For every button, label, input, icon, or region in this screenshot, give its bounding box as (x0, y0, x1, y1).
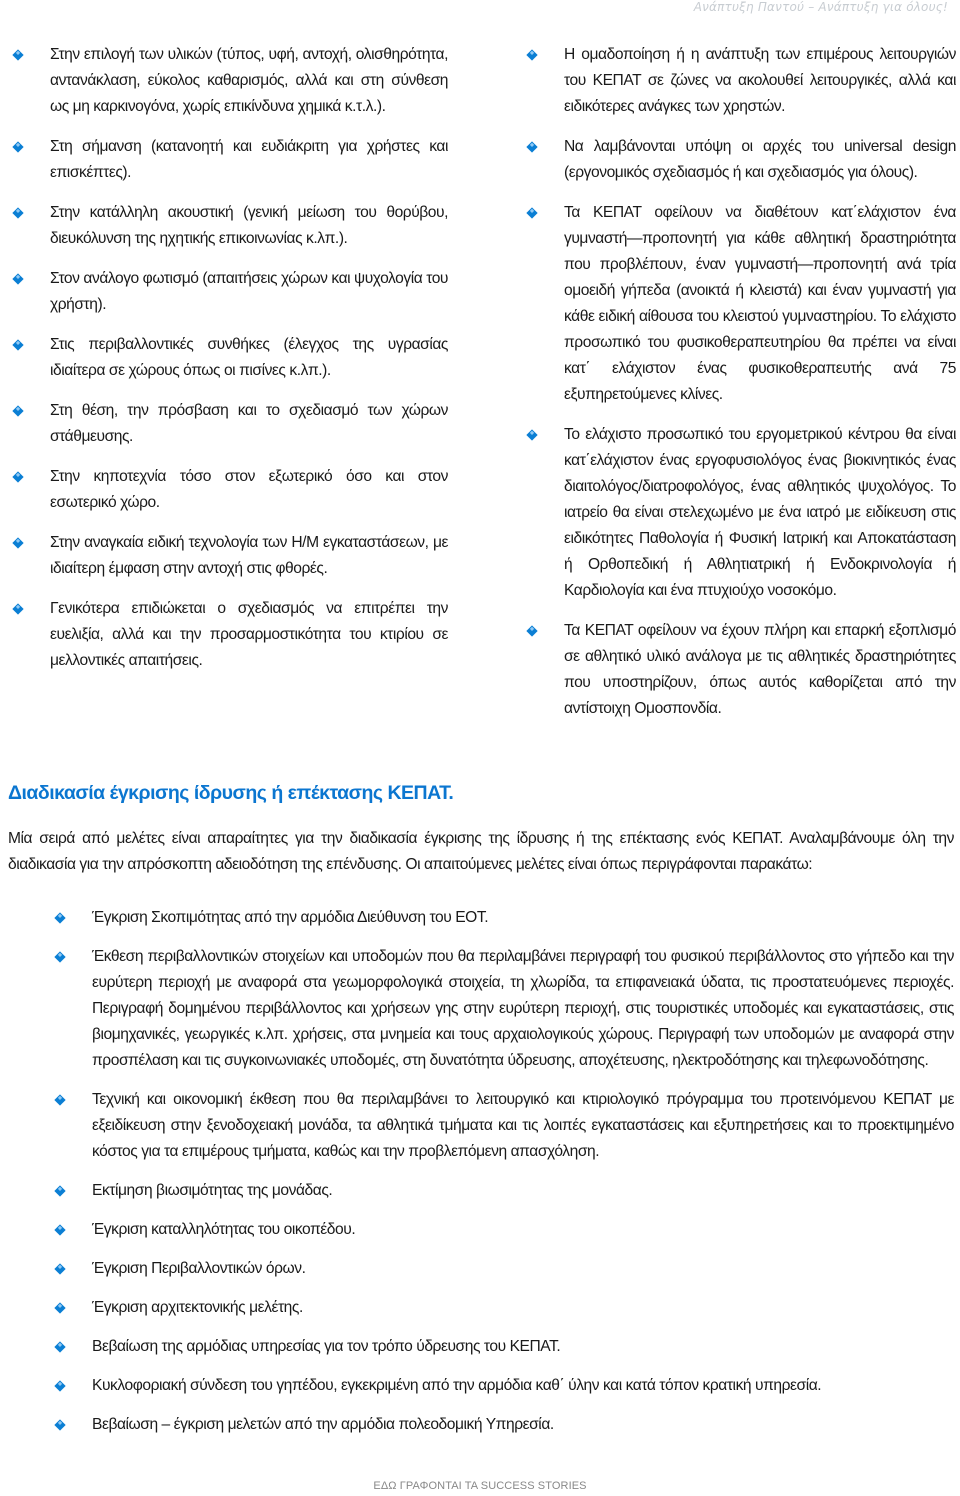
list-item (14, 596, 448, 674)
list-item (56, 1412, 954, 1438)
diamond-bullet-icon (54, 951, 65, 962)
list-item (14, 134, 448, 186)
diamond-bullet-icon (12, 141, 23, 152)
list-item-text: Η ομαδοποίηση ή η ανάπτυξη των επιμέρους λειτουργιών του ΚΕΠΑΤ σε ζώνες να ακολουθεί λειτουργικές, αλλά και ειδικότερες ανάγκες των χρηστών. (564, 46, 956, 115)
diamond-bullet-icon (526, 429, 537, 440)
diamond-bullet-icon (54, 1224, 65, 1235)
diamond-bullet-icon (54, 1341, 65, 1352)
list-item (56, 1217, 954, 1243)
diamond-bullet-icon (54, 1419, 65, 1430)
diamond-bullet-icon (526, 49, 537, 60)
right-column (528, 42, 956, 736)
list-item (528, 422, 956, 604)
diamond-bullet-icon (54, 1094, 65, 1105)
list-item (14, 200, 448, 252)
list-item (56, 944, 954, 1074)
diamond-bullet-icon (526, 625, 537, 636)
list-item-text: Έγκριση Περιβαλλοντικών όρων. (92, 1260, 306, 1277)
diamond-bullet-icon (12, 603, 23, 614)
list-item (56, 1256, 954, 1282)
diamond-bullet-icon (54, 1263, 65, 1274)
list-item (528, 42, 956, 120)
diamond-bullet-icon (12, 207, 23, 218)
right-bullet-list (528, 42, 956, 722)
diamond-bullet-icon (12, 49, 23, 60)
section-title: Διαδικασία έγκρισης ίδρυσης ή επέκτασης ΚΕΠΑΤ. (8, 782, 454, 804)
list-item (14, 266, 448, 318)
diamond-bullet-icon (12, 339, 23, 350)
list-item (528, 134, 956, 186)
list-item-text: Γενικότερα επιδιώκεται ο σχεδιασμός να επιτρέπει την ευελιξία, αλλά και την προσαρμοστικότητα του κτιρίου σε μελλοντικές απαιτήσεις. (50, 600, 448, 669)
list-item-text: Έγκριση καταλληλότητας του οικοπέδου. (92, 1221, 356, 1238)
header-tagline: Ανάπτυξη Παντού – Ανάπτυξη για όλους! (693, 0, 948, 14)
diamond-bullet-icon (12, 273, 23, 284)
list-item-text: Στον ανάλογο φωτισμό (απαιτήσεις χώρων και ψυχολογία του χρήστη). (50, 270, 448, 313)
list-item (14, 398, 448, 450)
list-item-text: Κυκλοφοριακή σύνδεση του γηπέδου, εγκεκριμένη από την αρμόδια καθ΄ ύλην και κατά τόπον κρατική υπηρεσία. (92, 1377, 822, 1394)
list-item (14, 42, 448, 120)
diamond-bullet-icon (12, 405, 23, 416)
list-item-text: Έγκριση αρχιτεκτονικής μελέτης. (92, 1299, 303, 1316)
page-footer: ΕΔΩ ΓΡΑΦΟΝΤΑΙ ΤΑ SUCCESS STORIES (373, 1480, 587, 1492)
list-item-text: Τεχνική και οικονομική έκθεση που θα περιλαμβάνει το λειτουργικό και κτιριολογικό πρόγραμμα του προτεινόμενου ΚΕΠΑΤ με εξειδίκευση στην ξενοδοχειακή μονάδα, τα αθλητικά τμήματα και τις λοιπές εγκαταστάσεις και εξυπηρετήσεις και το προεκτιμημένο κόστος για τα επιμέρους τμήματα, καθώς και την προβλεπόμενη απασχόληση. (92, 1091, 954, 1160)
list-item (14, 530, 448, 582)
list-item-text: Βεβαίωση της αρμόδιας υπηρεσίας για τον τρόπο ύδρευσης του ΚΕΠΑΤ. (92, 1338, 561, 1355)
diamond-bullet-icon (54, 1185, 65, 1196)
left-column (14, 42, 448, 688)
list-item (56, 1334, 954, 1360)
list-item-text: Το ελάχιστο προσωπικό του εργομετρικού κέντρου θα είναι κατ΄ελάχιστον ένας εργοφυσιολόγος ένας βιοκινητικός ένας διαιτολόγος/διατροφολόγος, ένας αθλητικός ψυχολόγος. Το ιατρείο θα είναι στελεχωμένο με ένα ιατρό με ειδίκευση στις ειδικότητες Παθολογία ή Φυσική Ιατρική και Αποκατάσταση ή Ορθοπεδική ή Αθλητιατρική ή Ενδοκρινολογία ή Καρδιολογία και ένα πτυχιούχο νοσοκόμο. (564, 426, 956, 599)
list-item-text: Στη θέση, την πρόσβαση και το σχεδιασμό των χώρων στάθμευσης. (50, 402, 448, 445)
list-item (56, 1373, 954, 1399)
diamond-bullet-icon (54, 912, 65, 923)
list-item (56, 905, 954, 931)
list-item (14, 464, 448, 516)
list-item-text: Τα ΚΕΠΑΤ οφείλουν να έχουν πλήρη και επαρκή εξοπλισμό σε αθλητικό υλικό ανάλογα με τις αθλητικές δραστηριότητες που υποστηρίζουν, όπως αυτός καθορίζεται από την αντίστοιχη Ομοσπονδία. (564, 622, 956, 717)
list-item-text: Στην αναγκαία ειδική τεχνολογία των Η/Μ εγκαταστάσεων, με ιδιαίτερη έμφαση στην αντοχή στις φθορές. (50, 534, 448, 577)
list-item (14, 332, 448, 384)
diamond-bullet-icon (12, 471, 23, 482)
diamond-bullet-icon (12, 537, 23, 548)
list-item-text: Έκθεση περιβαλλοντικών στοιχείων και υποδομών που θα περιλαμβάνει περιγραφή του φυσικού περιβάλλοντος στο γήπεδο και την ευρύτερη περιοχή με αναφορά στα γεωμορφολογικά στοιχεία, τη χλωρίδα, τα επιφανειακά ύδατα, τις προστατευόμενες περιοχές. Περιγραφή δομημένου περιβάλλοντος και χρήσεων γης στην ευρύτερη περιοχή, στις τουριστικές υποδομές και εγκαταστάσεις, στις βιομηχανικές, γεωργικές κ.λπ. χρήσεις, στα μνημεία και τους αρχαιολογικούς χώρους. Περιγραφή των υποδομών με αναφορά στην προσπέλαση και τις συγκοινωνιακές υποδομές, στη δυνατότητα ύδρευσης, αποχέτευσης, ηλεκτροδότησης και τηλεφωνοδότησης. (92, 948, 954, 1069)
requirements-list (56, 905, 954, 1451)
list-item-text: Στην κατάλληλη ακουστική (γενική μείωση του θορύβου, διευκόλυνση της ηχητικής επικοινωνίας κ.λπ.). (50, 204, 448, 247)
diamond-bullet-icon (526, 207, 537, 218)
diamond-bullet-icon (54, 1380, 65, 1391)
list-item-text: Βεβαίωση – έγκριση μελετών από την αρμόδια πολεοδομική Υπηρεσία. (92, 1416, 554, 1433)
list-item-text: Στην επιλογή των υλικών (τύπος, υφή, αντοχή, ολισθηρότητα, αντανάκλαση, εύκολος καθαρισμός, αλλά και στη σύνθεση ως μη καρκινογόνα, χωρίς επικίνδυνα χημικά κ.τ.λ.). (50, 46, 448, 115)
list-item (528, 200, 956, 408)
list-item-text: Έγκριση Σκοπιμότητας από την αρμόδια Διεύθυνση του ΕΟΤ. (92, 909, 489, 926)
diamond-bullet-icon (54, 1302, 65, 1313)
list-item-text: Να λαμβάνονται υπόψη οι αρχές του universal design (εργονομικός σχεδιασμός ή και σχεδιασμός για όλους). (564, 138, 956, 181)
diamond-bullet-icon (526, 141, 537, 152)
list-item-text: Τα ΚΕΠΑΤ οφείλουν να διαθέτουν κατ΄ελάχιστον ένα γυμναστή—προπονητή για κάθε αθλητική δραστηριότητα που προβλέπουν, έναν γυμναστή—προπονητή ανά τρία ομοειδή γήπεδα (ανοικτά ή κλειστά) και έναν γυμναστή για κάθε ειδική αίθουσα του κλειστού γυμναστηρίου. Το ελάχιστο προσωπικό του φυσικοθεραπευτηρίου θα πρέπει να είναι κατ΄ ελάχιστον ένας φυσικοθεραπευτής ανά 75 εξυπηρετούμενες κλίνες. (564, 204, 956, 403)
section-intro: Μία σειρά από μελέτες είναι απαραίτητες για την διαδικασία έγκρισης της ίδρυσης ή της επέκτασης ενός ΚΕΠΑΤ. Αναλαμβάνουμε όλη την διαδικασία για την απρόσκοπτη αδειοδότηση της επένδυσης. Οι απαιτούμενες μελέτες είναι όπως περιγράφονται παρακάτω: (8, 830, 954, 873)
list-item-text: Στις περιβαλλοντικές συνθήκες (έλεγχος της υγρασίας ιδιαίτερα σε χώρους όπως οι πισίνες κ.λπ.). (50, 336, 448, 379)
list-item (56, 1178, 954, 1204)
left-bullet-list (14, 42, 448, 674)
list-item (56, 1087, 954, 1165)
list-item (56, 1295, 954, 1321)
list-item-text: Στη σήμανση (κατανοητή και ευδιάκριτη για χρήστες και επισκέπτες). (50, 138, 448, 181)
list-item-text: Στην κηποτεχνία τόσο στον εξωτερικό όσο και στον εσωτερικό χώρο. (50, 468, 448, 511)
list-item-text: Εκτίμηση βιωσιμότητας της μονάδας. (92, 1182, 333, 1199)
list-item (528, 618, 956, 722)
